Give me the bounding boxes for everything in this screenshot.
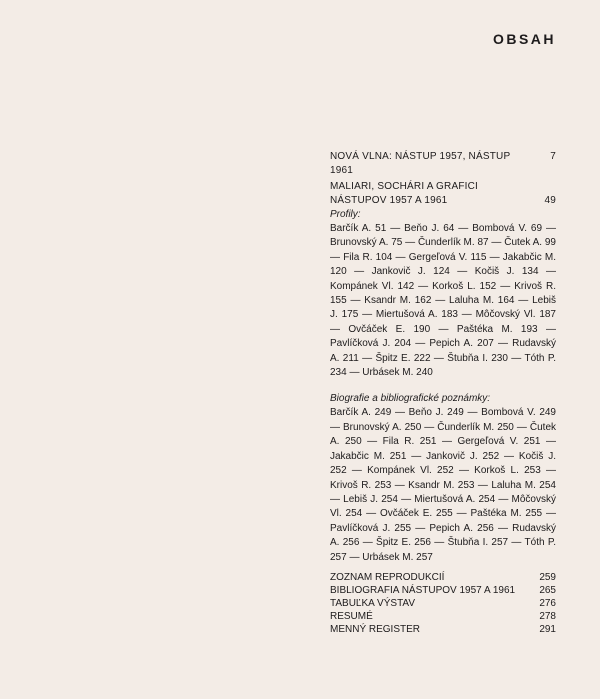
toc-entry-label: MALIARI, SOCHÁRI A GRAFICI NÁSTUPOV 1957 A 1961 <box>330 181 479 206</box>
toc-list <box>330 571 556 636</box>
profiles-list: Barčík A. 51 — Beňo J. 64 — Bombová V. 69 — Brunovský A. 75 — Čunderlík M. 87 — Čutek A. 99 — Fila R. 104 — Gergeľová V. 115 — Jakabčic M. 120 — Jankovič J. 124 — Kočiš J. 134 — Kompánek Vl. 142 — Korkoš L. 152 — Krivoš R. 155 — Ksandr M. 162 — Laluha M. 164 — Lebiš J. 175 — Miertušová A. 183 — Môčovský Vl. 187 — Ovčáček E. 190 — Paštéka M. 193 — Pavlíčková J. 204 — Pepich A. 207 — Rudavský A. 211 — Špitz E. 222 — Štubňa I. 230 — Tóth P. 234 — Urbásek M. 240 <box>330 223 556 379</box>
toc-entry <box>330 180 556 208</box>
toc-entry <box>330 571 556 584</box>
toc-entry-page: 265 <box>539 585 556 596</box>
toc-entry-label: TABUĽKA VÝSTAV <box>330 598 416 609</box>
page-title: OBSAH <box>492 31 556 47</box>
toc-entry-page: 49 <box>544 195 556 206</box>
toc-entry-label: ZOZNAM REPRODUKCIÍ <box>330 572 445 583</box>
toc-entry-label: BIBLIOGRAFIA NÁSTUPOV 1957 A 1961 <box>330 585 516 596</box>
toc-entry-label: RESUMÉ <box>330 611 373 622</box>
toc-entry-page: 276 <box>539 598 556 609</box>
toc-entry <box>330 584 556 597</box>
toc-entry-page: 278 <box>539 611 556 622</box>
toc-entry <box>330 597 556 610</box>
toc-entry-label: NOVÁ VLNA: NÁSTUP 1957, NÁSTUP 1961 <box>330 151 511 176</box>
toc-entry-page: 291 <box>539 624 556 635</box>
toc-entry-page: 7 <box>550 151 556 162</box>
toc-entry <box>330 610 556 623</box>
toc-entry <box>330 623 556 636</box>
bio-list: Barčík A. 249 — Beňo J. 249 — Bombová V. 249 — Brunovský A. 250 — Čunderlík M. 250 — Čutek A. 250 — Fila R. 251 — Gergeľová V. 251 — Jakabčic M. 251 — Jankovič J. 252 — Kočiš J. 252 — Kompánek Vl. 252 — Korkoš L. 253 — Krivoš R. 253 — Ksandr M. 253 — Laluha M. 254 — Lebiš J. 254 — Miertušová A. 254 — Môčovský Vl. 254 — Ovčáček E. 255 — Paštéka M. 255 — Pavlíčková J. 255 — Pepich A. 256 — Rudavský A. 256 — Špitz E. 256 — Štubňa I. 257 — Tóth P. 257 — Urbásek M. 257 <box>330 407 556 563</box>
toc-entry <box>330 150 556 178</box>
toc-entry-page: 259 <box>539 572 556 583</box>
toc-entry-label: MENNÝ REGISTER <box>330 624 421 635</box>
toc-section-nova-vlna <box>330 150 556 178</box>
toc-section-maliari <box>330 180 556 565</box>
bio-heading: Biografie a bibliografické poznámky: <box>330 393 491 405</box>
profiles-heading: Profily: <box>330 209 361 220</box>
